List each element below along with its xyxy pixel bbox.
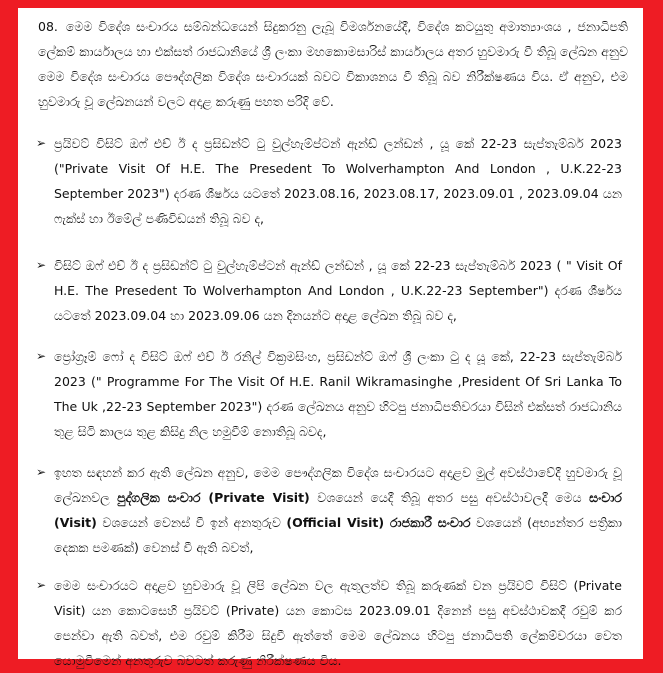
list-item-text: විසිට් ඔෆ් එච් ඊ ද ප්‍රසිඩන්ට් ටු වුල්හැම්ප්ටන් ඇන්ඩ් ලන්ඩන් , යූ කේ 22-23 සැප්තැම්බර් 2023 ( " Visit Of H.E. The Presedent To Wolverhampton And London , U.K.22-23 September") දරණ ශීර්ෂය යටතේ 2023.09.04 හා 2023.09.06 යන දිනයන්ට අදාළ ලේඛන තිබූ බව ද, — [54, 258, 622, 323]
text-run: ඉහත සඳහන් කර ඇති ලේඛන අනුව, මෙම පෞද්ගලික විදේශ සංචාරයට අදාළව මුල් අවස්ථාවේදී හුවමාරු වූ ලේඛනවල — [54, 465, 622, 505]
paragraph-text: මෙම විදේශ සංචාරය සම්බන්ධයෙන් සිදුකරනු ලැබූ විමර්ශනයේදී, විදේශ කටයුතු අමාත්‍යාංශය , ජනාධිපති ලේකම් කාර්යාලය හා එක්සත් රාජධානියේ ශ්‍රී ලංකා මහකොමසාරිස් කාර්යාලය අතර හුවමාරු වී තිබූ ලේඛන අනුව මෙම විදේශ සංචාරය පෞද්ගලික විදේශ සංචාරයක් බවට විකාශනය වී තිබූ බව නිරීක්ෂණය විය. ඒ අනුව, එම හුවමාරු වූ ලේඛනයන් වලට අදාළ කරුණු පහත පරිදි වේ. — [38, 19, 628, 109]
list-item-text: ප්‍රෝග්‍රෑම් ෆෝ ද විසිට් ඔෆ් එච් ඊ රනිල් වික්‍රමසිංහ, ප්‍රසිඩන්ට් ඔෆ් ශ්‍රී ලංකා ටු ද යූ කේ, 22-23 සැප්තැම්බර් 2023 (" Programme For The Visit Of H.E. Ranil Wikramasinghe ,President Of Sri Lanka To The Uk ,22-23 September 2023") දරණ ලේඛනය අනුව හිටපු ජනාධිපතිවරයා විසින් එක්සත් රාජධානිය තුළ සිටි කාලය තුළ කිසිදු නිල හමුවීම් නොතිබූ බවද, — [54, 349, 622, 439]
list-item-text — [54, 460, 622, 560]
arrow-bullet-icon: ➢ — [36, 465, 47, 479]
arrow-bullet-icon: ➢ — [36, 136, 47, 150]
text-run: වශයෙන් වෙනස් වී ඉන් අනතුරුව — [96, 515, 287, 530]
list-item-text: ප්‍රයිවට් විසිට් ඔෆ් එච් ඊ ද ප්‍රසිඩන්ට් ටු වුල්හැම්ප්ටන් ඇන්ඩ් ලන්ඩන් , යූ කේ 22-23 සැප්තැම්බර් 2023 ("Private Visit Of H.E. The Presedent To Wolverhampton And London , U.K.22-23 September 2023") දරණ ශීර්ෂය යටතේ 2023.08.16, 2023.08.17, 2023.09.01 , 2023.09.04 යන ෆැක්ස් හා ඊමේල් පණිවිඩයන් තිබූ බව ද, — [54, 136, 622, 226]
paragraph-number: 08. — [38, 19, 58, 34]
list-item — [36, 131, 622, 231]
arrow-bullet-icon: ➢ — [36, 258, 47, 272]
intro-paragraph — [38, 14, 628, 114]
text-run: වශයෙන් (අභ්‍යන්තර පත්‍රිකා දෙකක පමණක්) වෙනස් වී ඇති බවත්, — [54, 515, 622, 555]
arrow-bullet-icon: ➢ — [36, 349, 47, 363]
text-run: වශයෙන් යෙදී තිබූ අතර පසු අවස්ථාවලදී මෙය — [309, 490, 590, 505]
bold-text-run: පුද්ගලික සංචාර (Private Visit) — [117, 490, 310, 505]
bold-text-run: (Official Visit) රාජකාරී සංචාර — [286, 515, 471, 530]
bold-text-run: සංචාර (Visit) — [54, 490, 622, 530]
arrow-bullet-icon: ➢ — [36, 578, 47, 592]
list-item — [36, 573, 622, 673]
list-item-text: මෙම සංචාරයට අදාළව හුවමාරු වූ ලිපි ලේඛන වල ඇතුලත්ව තිබූ කරුණක් වන ප්‍රයිවට් විසිට් (Private Visit) යන කොටසෙහි ප්‍රයිවට් (Private) යන කොටස 2023.09.01 දිනෙන් පසු අවස්ථාවකදී රවුම් කර පෙන්වා ඇති බවත්, එම රවුම් කිරීම සිදුවී ඇත්තේ මෙම ලේඛනය හිටපු ජනාධිපති ලේකම්වරයා වෙත යොමුවීමෙන් අනතුරුව බවටත් කරුණු නිරීක්ෂණය විය. — [54, 578, 622, 668]
list-item — [36, 344, 622, 444]
document-page — [18, 8, 643, 668]
list-item — [36, 460, 622, 560]
list-item — [36, 253, 622, 328]
